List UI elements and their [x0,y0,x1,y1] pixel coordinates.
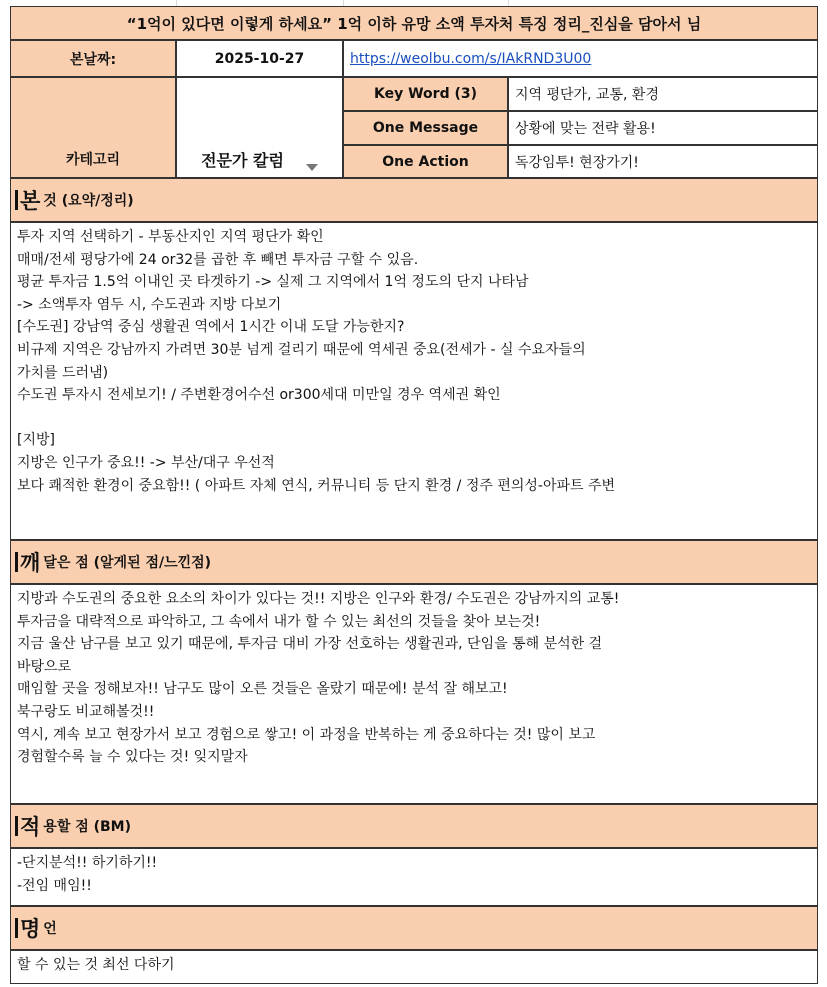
insight-body[interactable] [10,584,818,804]
section-bar [15,816,18,836]
insight-head-big: 깨 [20,551,41,575]
category-label: 카테고리 [65,152,121,168]
summary-line [17,407,811,430]
insight-head-small: 달은 점 (알게된 점/느낀점) [43,555,212,571]
summary-line: 평균 투자금 1.5억 이내인 곳 타겟하기 -> 실제 그 지역에서 1억 정도의 단지 나타남 [17,274,529,291]
summary-body[interactable] [10,222,818,540]
apply-head-small: 용할 점 (BM) [43,819,132,835]
document-title-text: “1억이 있다면 이렇게 하세요” 1억 이하 유망 소액 투자처 특징 정리_진심을 담아서 님 [126,14,702,33]
insight-line: 투자금을 대략적으로 파악하고, 그 속에서 내가 할 수 있는 최선의 것들을 찾아 보는것! [17,613,541,630]
insight-line: 바탕으로 [17,658,72,675]
summary-section-header [10,178,818,222]
apply-line: -단지분석!! 하기하기!! [17,855,158,871]
date-value: 2025-10-27 [214,50,305,67]
insight-line: 매임할 곳을 정해보자!! 남구도 많이 오른 것들은 올랐기 때문에! 분석 잘 해보고! [17,681,508,698]
keyword-value: 지역 평단가, 교통, 환경 [515,87,659,103]
document-title [10,6,818,40]
link-cell[interactable] [343,40,818,77]
summary-line: 비규제 지역은 강남까지 가려면 30분 넘게 걸리기 때문에 역세권 중요(전세가 - 실 수요자들의 [17,341,586,358]
source-link[interactable]: https://weolbu.com/s/IAkRND3U00 [350,50,592,67]
date-label-cell [10,40,176,77]
keyword-value-cell[interactable] [508,77,818,111]
insight-line: 경험할수록 늘 수 있다는 것! 잊지말자 [17,749,248,766]
quote-section-header [10,906,818,950]
section-bar [15,552,18,572]
insight-line: 지방과 수도권의 중요한 요소의 차이가 있다는 것!! 지방은 인구와 환경/ 수도권은 강남까지의 교통! [17,591,620,607]
summary-line: 가치를 드러냄) [17,364,109,381]
quote-line: 할 수 있는 것 최선 다하기 [17,957,175,973]
summary-line: 수도권 투자시 전세보기! / 주변환경어수선 or300세대 미만일 경우 역세권 확인 [17,387,501,404]
summary-line: 투자 지역 선택하기 - 부동산지인 지역 평단가 확인 [17,229,324,245]
apply-line: -전임 매임!! [17,877,92,894]
quote-head-small: 언 [43,921,57,937]
keyword-label-cell [343,77,508,111]
quote-body[interactable] [10,950,818,984]
category-label-cell [10,77,176,178]
message-value: 상황에 맞는 전략 활용! [515,121,656,137]
summary-line: [수도권] 강남역 중심 생활권 역에서 1시간 이내 도달 가능한지? [17,319,405,336]
action-label: One Action [382,153,469,170]
action-value-cell[interactable] [508,145,818,178]
insight-line: 지금 울산 남구를 보고 있기 때문에, 투자금 대비 가장 선호하는 생활권과, 단임을 통해 분석한 걸 [17,636,603,653]
insight-line: 역시, 계속 보고 현장가서 보고 경험으로 쌓고! 이 과정을 반복하는 게 중요하다는 것! 많이 보고 [17,726,596,743]
date-label: 본날짜: [69,51,117,68]
quote-head-big: 명 [20,917,41,941]
message-label: One Message [372,120,479,136]
action-label-cell [343,145,508,178]
category-dropdown[interactable] [176,77,343,178]
section-bar [15,190,18,210]
summary-line: 매매/전세 평당가에 24 or32를 곱한 후 빼면 투자금 구할 수 있음. [17,251,419,268]
summary-line: [지방] [17,432,55,449]
apply-section-header [10,804,818,848]
summary-line: 지방은 인구가 중요!! -> 부산/대구 우선적 [17,454,275,471]
chevron-down-icon[interactable] [306,164,318,171]
action-value: 독강임투! 현장가기! [515,154,639,171]
summary-head-big: 본 [20,189,41,213]
message-label-cell [343,111,508,145]
apply-body[interactable] [10,848,818,906]
date-value-cell[interactable] [176,40,343,77]
keyword-label: Key Word (3) [374,86,477,102]
message-value-cell[interactable] [508,111,818,145]
apply-head-big: 적 [20,815,41,839]
insight-line: 북구랑도 비교해볼것!! [17,703,155,720]
summary-line: -> 소액투자 염두 시, 수도권과 지방 다보기 [17,296,282,313]
insight-section-header [10,540,818,584]
summary-line: 보다 쾌적한 환경이 중요함!! ( 아파트 자체 연식, 커뮤니티 등 단지 환경 / 정주 편의성-아파트 주변 [17,477,616,494]
summary-head-small: 것 (요약/정리) [43,193,134,209]
category-value: 전문가 칼럼 [201,151,284,170]
section-bar [15,918,18,938]
